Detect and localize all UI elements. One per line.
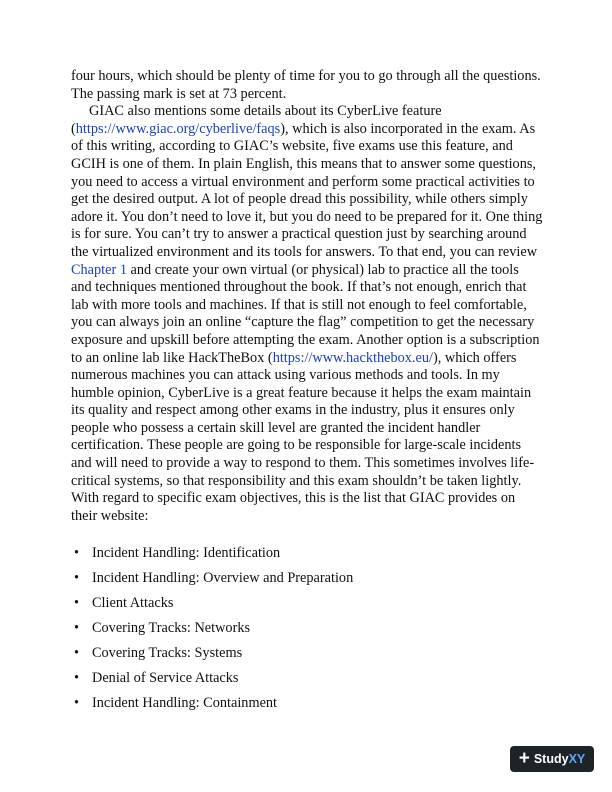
list-item: • Incident Handling: Identification [71,541,543,566]
bullet-icon: • [74,620,80,637]
cyberlive-text-2: ), which is also incorporated in the exam. As of this writing, according to GIAC’s website, five exams use this feature, and GCIH is one of them. In plain English, this means that to answer some questions, you need to access a virtual environment and perform some practical activities to get the desired output. A lot of people dread this possibility, while others simply adore it. You don’t need to love it, but you do need to be prepared for it. One thing is for sure. You can’t try to answer a practical question just by searching around the virtualized environment and its tools for answers. To that end, you can review [71,120,543,260]
exam-objectives-list [71,541,543,716]
cyberlive-text-3: and create your own virtual (or physical) lab to practice all the tools and techniques mentioned throughout the book. If that’s not enough, enrich that lab with more tools and machines. If that is still not enough to feel comfortable, you can always join an online “capture the flag” competition to get the necessary exposure and upskill before attempting the exam. Another option is a subscription to an online lab like HackTheBox ( [71,261,540,366]
bullet-icon: • [74,670,80,687]
cyberlive-text-1: GIAC also mentions some details about its CyberLive feature ( [71,103,442,137]
hackthebox-link[interactable]: https://www.hackthebox.eu/ [272,349,433,366]
plus-icon: + [518,747,530,769]
chapter-1-link[interactable]: Chapter 1 [71,261,127,278]
giac-cyberlive-link[interactable]: https://www.giac.org/cyberlive/faqs [75,120,281,137]
paragraph-exam-duration: four hours, which should be plenty of time for you to go through all the questions. The passing mark is set at 73 percent. [71,68,541,102]
cyberlive-text-4: ), which offers numerous machines you can attack using various methods and tools. In my humble opinion, CyberLive is a great feature because it helps the exam maintain its quality and respect among other exams in the industry, plus it ensures only people who possess a certain skill level are granted the incident handler certification. These people are going to be responsible for large-scale incidents and will need to provide a way to respond to them. This sometimes involves life-critical systems, so that responsibility and this exam shouldn’t be taken lightly. With regard to specific exam objectives, this is the list that GIAC provides on their website: [71,349,535,524]
list-item: • Covering Tracks: Systems [71,641,543,666]
list-item: • Incident Handling: Overview and Preparation [71,566,543,591]
page-body [71,68,543,716]
badge-label: StudyXY [533,752,586,766]
bullet-icon: • [74,545,80,562]
list-item: • Denial of Service Attacks [71,666,543,691]
bullet-icon: • [74,595,80,612]
list-item: • Incident Handling: Containment [71,691,543,716]
bullet-icon: • [74,570,80,587]
list-item: • Client Attacks [71,591,543,616]
studyxy-badge[interactable] [510,746,594,772]
bullet-icon: • [74,645,80,662]
list-item: • Covering Tracks: Networks [71,616,543,641]
paragraph-cyberlive [71,103,543,525]
bullet-icon: • [74,695,80,712]
